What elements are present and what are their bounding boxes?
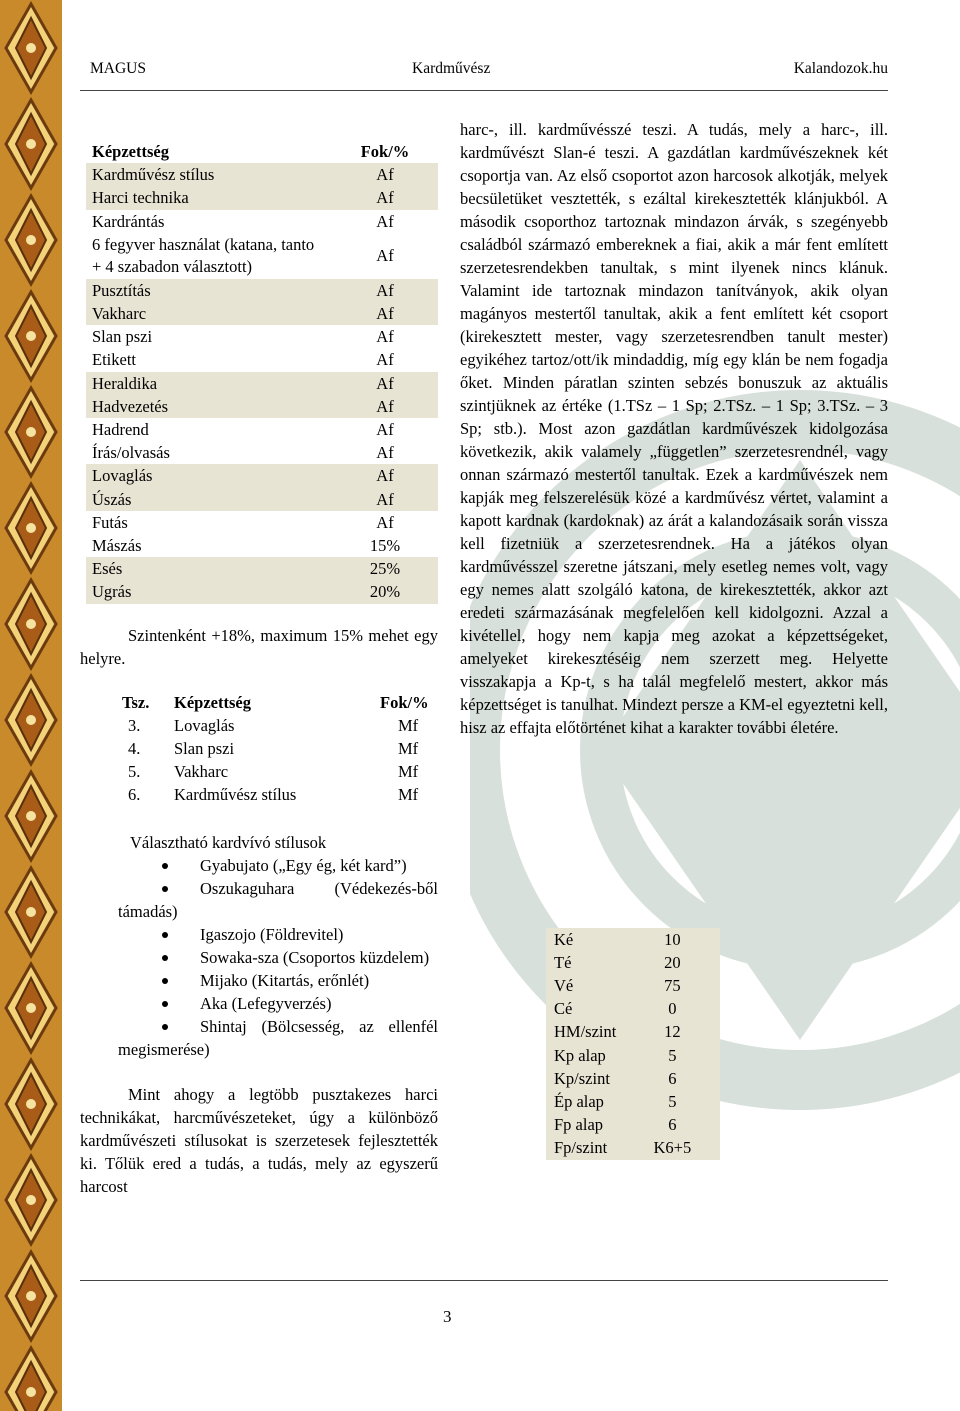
- bullet-icon: [162, 1001, 168, 1007]
- table-row: [86, 488, 438, 511]
- list-item: [80, 1015, 438, 1061]
- skill-value: Af: [332, 279, 438, 302]
- column-header: Fok/%: [380, 693, 429, 713]
- table-row: [86, 302, 438, 325]
- style-text: Oszukaguhara (Védekezés-ből támadás): [118, 878, 438, 921]
- skill-value: Af: [332, 464, 438, 487]
- table-row: [86, 325, 438, 348]
- table-row: [86, 464, 438, 487]
- bullet-icon: [162, 955, 168, 961]
- table-row: [546, 1090, 720, 1113]
- table-row: [546, 998, 720, 1021]
- table-row: [546, 974, 720, 997]
- header-left: MAGUS: [90, 60, 146, 77]
- stat-label: Té: [546, 951, 624, 974]
- value-cell: Mf: [398, 762, 419, 782]
- left-column: [80, 140, 438, 1198]
- skill-name: Vakharc: [86, 302, 332, 325]
- header-divider: [80, 90, 888, 91]
- skill-name: Harci technika: [86, 186, 332, 209]
- styles-list: [80, 854, 438, 1061]
- skill-value: Af: [376, 350, 394, 370]
- body-paragraph-right: harc-, ill. kardművésszé teszi. A tudás, mely a harc-, ill. kardművészt Slan-é teszi. A gazdátlan kardművészeknek két csoportja van. Az első csoportot azon harcosok alkotják, melyek becsületüket vesztették, s ezáltal kirekesztették klánjukból. A második csoporthoz tartoznak mindazon árvák, s szegényebb családból származó embereknek a fiai, akik a már fent említett szerzetesrendekben tanultak, s mint ilyenek nincs klánuk. Valamint ide tartoznak mindazon tanítványok, akik olyan magányos mestertől tanultak, akik a fent említett két csoport (kirekesztett mester, vagy szerzetesrendben tanult mester) egyikéhez tartoz/ott/ik mindaddig, míg egy klán be nem fogadja őket. Minden páratlan szinten sebzés bonuszuk az aktuális szintjüknek az értéke (1.TSz – 1 Sp; 2.TSz. – 1 Sp; 3.TSz. – 3 Sp; stb.). Most azon gazdátlan kardművészek kidolgozása következik, akik valamely „független” szerzetesrendnél, vagy onnan származó mestertől tanultak. Ezek a kardművészek nem kapják meg felszerelésük közé a kardművész vértet, valamint a kapott kardnak (kardoknak) az árát a kalandozásaik során vissza kell fizetniük a szerzetesrendnek. Ha a játékos olyan kardművésszel szeretne játszani, mely esetleg nemes volt, vagy egy nemes alatt szolgáló katona, de kirekesztették, akkor azt eredeti származásának megfelelően kell kidolgozni. Azzal a kivétellel, hogy nem kapja meg azokat a képzettségeket, amelyeket kirekesztéséig nem szerzett meg. Helyette visszakapja a Kp-t, s ha talál megfelelő mestert, akkor más képzettséget is tanulhat. Mindezt persze a KM-el egyeztetni kell, hisz az effajta előtörténet kihat a karakter további életére.: [460, 120, 888, 737]
- value-cell: Mf: [398, 739, 419, 759]
- bullet-icon: [162, 932, 168, 938]
- skill-value: Af: [332, 372, 438, 395]
- skill-name: Lovaglás: [86, 464, 332, 487]
- skill-name: Etikett: [92, 350, 136, 370]
- skills-table: [86, 140, 438, 604]
- list-item: [80, 854, 438, 877]
- skill-name: Slan pszi: [92, 327, 153, 347]
- table-row: [86, 186, 438, 209]
- stat-label: Cé: [546, 998, 624, 1021]
- level-cell: 6.: [128, 785, 141, 805]
- stat-value: 20: [624, 951, 720, 974]
- table-row: [86, 534, 438, 557]
- style-text: Shintaj (Bölcsesség, az ellenfél megismerése): [118, 1016, 438, 1059]
- column-header: Képzettség: [92, 142, 169, 161]
- skill-value: Af: [332, 395, 438, 418]
- skill-name: Pusztítás: [86, 279, 332, 302]
- table-row: [86, 511, 438, 534]
- skill-name: Úszás: [86, 488, 332, 511]
- stat-label: Fp/szint: [546, 1137, 624, 1160]
- table-row: [120, 738, 431, 761]
- table-header-row: [86, 140, 438, 163]
- footer-divider: [80, 1280, 888, 1281]
- style-text: Gyabujato („Egy ég, két kard”): [200, 855, 407, 875]
- stat-label: Vé: [546, 974, 624, 997]
- skill-value: Af: [332, 302, 438, 325]
- level-cell: 3.: [128, 716, 141, 736]
- skill-value: Af: [376, 211, 394, 231]
- stats-table: [546, 928, 720, 1160]
- table-row: [546, 1114, 720, 1137]
- skill-name: Mászás: [92, 536, 142, 556]
- table-row: [86, 557, 438, 580]
- stat-label: Ép alap: [546, 1090, 624, 1113]
- table-row: [86, 372, 438, 395]
- table-row: [86, 580, 438, 603]
- stat-label: HM/szint: [546, 1021, 624, 1044]
- table-row: [86, 233, 438, 279]
- stat-value: 0: [624, 998, 720, 1021]
- bullet-icon: [162, 886, 168, 892]
- table-row: [546, 928, 720, 951]
- level-cell: 5.: [128, 762, 141, 782]
- skill-name: Kardrántás: [92, 211, 165, 231]
- level-skills-table: [120, 692, 431, 807]
- bullet-icon: [162, 1024, 168, 1030]
- skill-name: Heraldika: [86, 372, 332, 395]
- skill-name: Kardművész stílus: [86, 163, 332, 186]
- style-text: Aka (Lefegyverzés): [200, 993, 332, 1013]
- header-right: Kalandozok.hu: [793, 60, 888, 77]
- skill-cell: Lovaglás: [174, 716, 235, 736]
- table-row: [546, 1137, 720, 1160]
- table-row: [86, 210, 438, 233]
- table-row: [546, 1044, 720, 1067]
- table-row: [546, 951, 720, 974]
- table-row: [120, 784, 431, 807]
- table-row: [86, 395, 438, 418]
- skill-name: Hadvezetés: [86, 395, 332, 418]
- column-header: Tsz.: [122, 693, 150, 713]
- style-text: Mijako (Kitartás, erőnlét): [200, 970, 370, 990]
- value-cell: Mf: [398, 716, 419, 736]
- stat-value: 5: [624, 1044, 720, 1067]
- style-text: Sowaka-sza (Csoportos küzdelem): [200, 947, 430, 967]
- body-paragraph-left: Mint ahogy a legtöbb pusztakezes harci technikákat, harcművészeteket, úgy a különböző kardművészeti stílusokat is szerzetesek fejlesztették ki. Tőlük ered a tudás, a tudás, mely az egyszerű harcost: [80, 1084, 438, 1196]
- skill-value: Af: [332, 163, 438, 186]
- skill-value: Af: [332, 488, 438, 511]
- skill-name: Esés: [86, 557, 332, 580]
- list-item: [80, 946, 438, 969]
- stat-label: Fp alap: [546, 1114, 624, 1137]
- column-header: Képzettség: [174, 693, 251, 713]
- page-header: [90, 60, 888, 82]
- skill-value: Af: [376, 245, 394, 265]
- stat-value: K6+5: [624, 1137, 720, 1160]
- skill-name: Írás/olvasás: [92, 443, 170, 463]
- stat-label: Kp/szint: [546, 1067, 624, 1090]
- column-header: Fok/%: [360, 142, 410, 161]
- stat-value: 10: [624, 928, 720, 951]
- table-row: [120, 715, 431, 738]
- stat-value: 6: [624, 1114, 720, 1137]
- list-item: [80, 992, 438, 1015]
- skill-name: Futás: [92, 512, 128, 532]
- level-cell: 4.: [128, 739, 141, 759]
- table-row: [86, 348, 438, 371]
- skill-value: Af: [332, 186, 438, 209]
- stat-value: 12: [624, 1021, 720, 1044]
- skill-cell: Kardművész stílus: [174, 785, 297, 805]
- skill-value: Af: [376, 420, 394, 440]
- stat-value: 6: [624, 1067, 720, 1090]
- table-header-row: [120, 692, 431, 715]
- skill-name: Ugrás: [86, 580, 332, 603]
- table-row: [546, 1067, 720, 1090]
- style-text: Igaszojo (Földrevitel): [200, 924, 344, 944]
- table-row: [120, 761, 431, 784]
- list-item: [80, 969, 438, 992]
- skill-value: 15%: [369, 536, 401, 556]
- skill-name: 6 fegyver használat (katana, tanto + 4 szabadon választott): [92, 234, 315, 276]
- stat-label: Kp alap: [546, 1044, 624, 1067]
- styles-title: Választható kardvívó stílusok: [130, 832, 327, 852]
- right-column: [460, 118, 888, 739]
- skill-cell: Slan pszi: [174, 739, 235, 759]
- level-note: Szintenként +18%, maximum 15% mehet egy helyre.: [80, 625, 438, 668]
- table-row: [86, 441, 438, 464]
- list-item: [80, 877, 438, 923]
- skill-value: Af: [376, 327, 394, 347]
- list-item: [80, 923, 438, 946]
- skill-value: Af: [376, 512, 394, 532]
- value-cell: Mf: [398, 785, 419, 805]
- stat-value: 75: [624, 974, 720, 997]
- decorative-border: [0, 0, 62, 1411]
- skill-cell: Vakharc: [174, 762, 229, 782]
- table-row: [86, 163, 438, 186]
- page-number: 3: [443, 1307, 452, 1326]
- table-row: [86, 279, 438, 302]
- skill-value: Af: [376, 443, 394, 463]
- header-title: Kardművész: [412, 60, 491, 77]
- table-row: [546, 1021, 720, 1044]
- skill-name: Hadrend: [92, 420, 149, 440]
- stat-value: 5: [624, 1090, 720, 1113]
- skill-value: 25%: [332, 557, 438, 580]
- bullet-icon: [162, 978, 168, 984]
- table-row: [86, 418, 438, 441]
- skill-value: 20%: [332, 580, 438, 603]
- bullet-icon: [162, 863, 168, 869]
- stat-label: Ké: [546, 928, 624, 951]
